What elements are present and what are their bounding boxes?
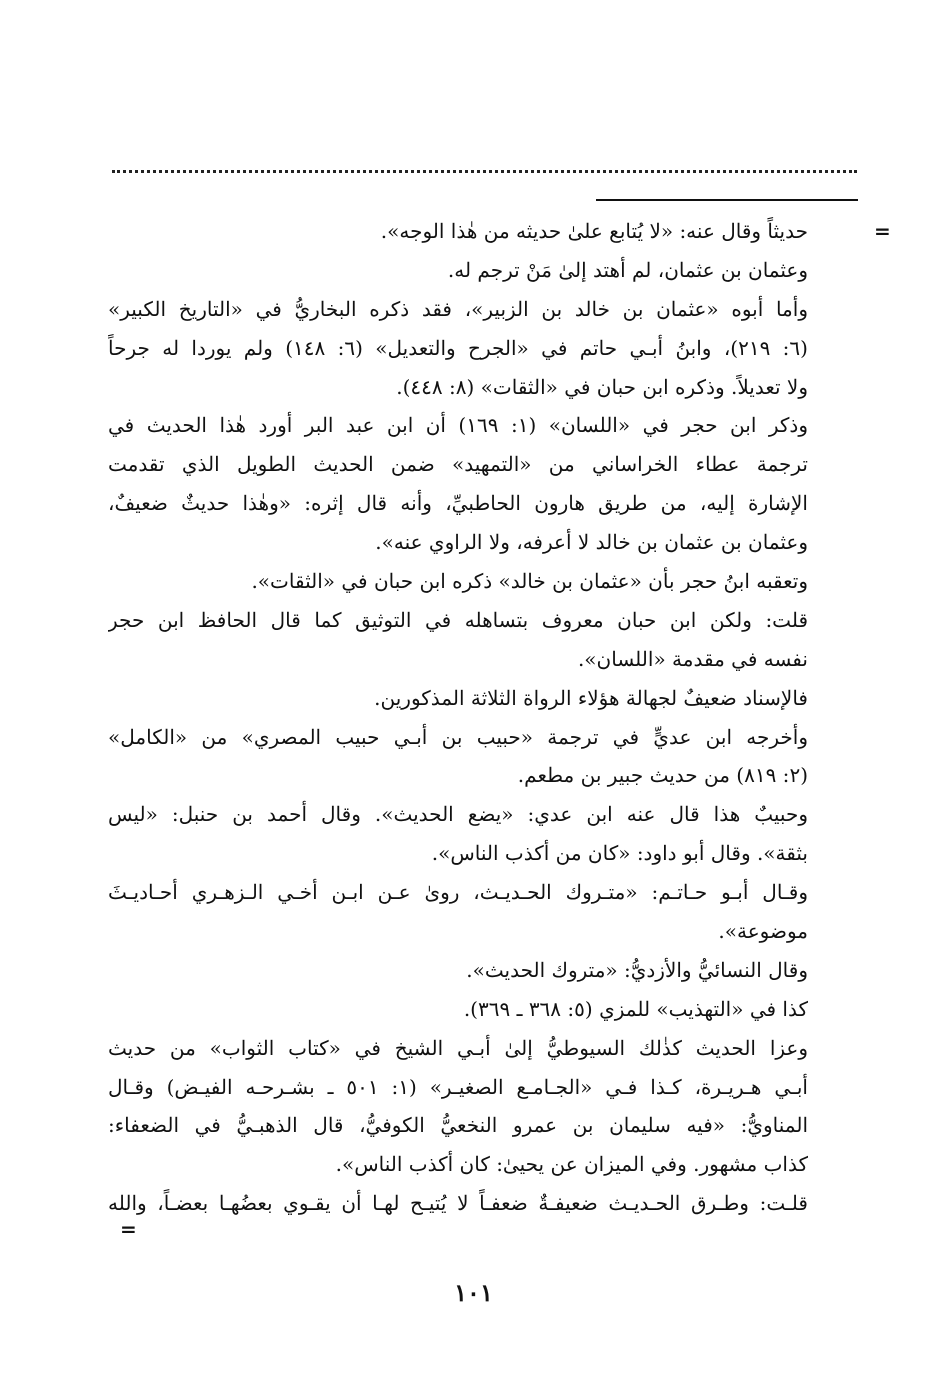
text-line: وأما أبوه «عثمان بن خالد بن الزبير»، فقد ذكره البخاريُّ في «التاريخ الكبير» [108,296,808,321]
text-line: قلـت: وطـرق الحـديـث ضعيفـةٌ ضعفـاً لا يُتيـح لهـا أن يقـوي بعضُهـا بعضـاً، والله [108,1191,808,1216]
text-line: ترجمة عطاء الخراساني من «التمهيد» ضمن الحديث الطويل الذي تقدمت [108,452,808,477]
footnote-text [108,212,808,1223]
text-line: وحبيبٌ هذا قال عنه ابن عدي: «يضع الحديث». وقال أحمد بن حنبل: «ليس [108,802,808,827]
text-line: موضوعة». [718,919,808,944]
page-number: ١٠١ [454,1278,493,1307]
text-line: المناويُّ: «فيه سليمان بن عمرو النخعيُّ الكوفيُّ، قال الذهبـيُّ في الضعفاء: [108,1113,808,1138]
text-line: كذاب مشهور. وفي الميزان عن يحيىٰ: كان أكذب الناس». [335,1152,808,1177]
text-line: الإشارة إليه، من طريق هارون الحاطبيِّ، وأنه قال إثره: «وهٰذا حديثٌ ضعيفٌ، [108,491,808,516]
text-line: فالإسناد ضعيفٌ لجهالة هؤلاء الرواة الثلاثة المذكورين. [374,685,808,710]
text-line: وذكر ابن حجر في «اللسان» (١: ١٦٩) أن ابن عبد البر أورد هٰذا الحديث في [108,413,808,438]
text-line: حديثاً وقال عنه: «لا يُتابع علىٰ حديثه من هٰذا الوجه». [380,219,808,243]
text-line: وقال النسائيُّ والأزديُّ: «متروك الحديث». [466,957,808,982]
text-line: نفسه في مقدمة «اللسان». [577,646,808,671]
continuation-mark-bottom: = [120,1217,137,1241]
text-line: (٢: ٨١٩) من حديث جبير بن مطعم. [517,763,808,788]
text-line: وعثمان بن عثمان، لم أهتد إلىٰ مَنْ ترجم له. [447,257,808,282]
text-line: وأخرجه ابن عديٍّ في ترجمة «حبيب بن أبـي حبيب المصري» من «الكامل» [108,724,808,749]
text-line: قلت: ولكن ابن حبان معروف بتساهله في التوثيق كما قال الحافظ ابن حجر [108,607,808,632]
text-line: كذا في «التهذيب» للمزي (٥: ٣٦٨ ـ ٣٦٩). [463,996,808,1021]
footnote-separator [596,199,858,201]
text-line: وتعقبه ابنُ حجر بأن «عثمان بن خالد» ذكره ابن حبان في «الثقات». [251,569,808,594]
dotted-separator [112,170,857,173]
text-line: وقـال أبـو حـاتـم: «متـروك الحـديـث، روىٰ عـن ابـن أخـي الـزهـري أحـاديـثَ [108,880,808,905]
text-line: (٦: ٢١٩)، وابنُ أبـي حاتم في «الجرح والتعديل» (٦: ١٤٨) ولم يوردا له جرحاً [108,335,808,360]
text-line: بثقة». وقال أبو داود: «كان من أكذب الناس». [431,841,808,866]
continuation-mark-top: = [874,219,891,243]
text-line: وعزا الحديث كذٰلك السيوطيُّ إلىٰ أبـي الشيخ في «كتاب الثواب» من حديث [108,1035,808,1060]
text-line: ولا تعديلاً. وذكره ابن حبان في «الثقات» (٨: ٤٤٨). [396,374,808,399]
text-line: وعثمان بن عثمان بن خالد لا أعرفه، ولا الراوي عنه». [375,530,808,555]
text-line: أبـي هـريـرة، كـذا فـي «الجـامـع الصغيـر» (١: ٥٠١ ـ بشـرحـه الفيـض) وقـال [108,1074,808,1099]
